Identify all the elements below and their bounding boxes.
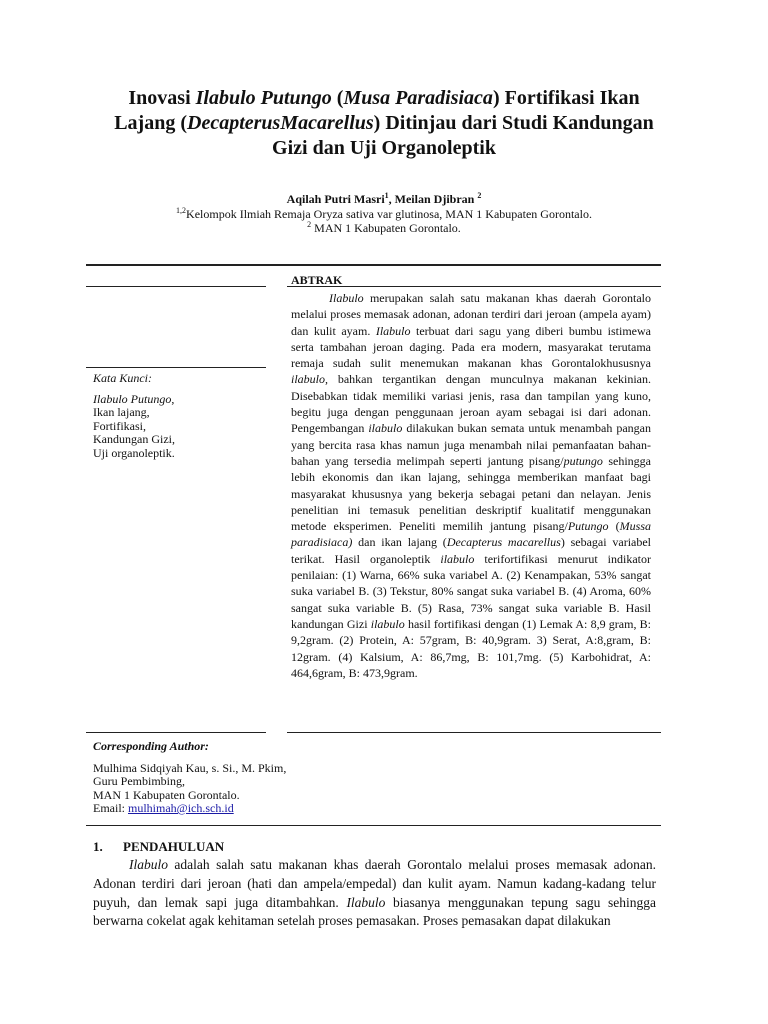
abstract-top-rule bbox=[287, 286, 661, 287]
corresponding-author-name: Mulhima Sidqiyah Kau, s. Si., M. Pkim, bbox=[93, 760, 287, 775]
abstract-text: Ilabulo merupakan salah satu makanan khas daerah Gorontalo melalui proses memasak adonan, adonan terdiri dari jeroan (ampela ayam) dan kulit ayam. Ilabulo terbuat dari sagu yang diberi bumbu istimewa serta tambahan jeroan daging. Pada era modern, masyarakat terutama remaja sudah sulit menemukan makanan khas Gorontalokhususnya ilabulo, bahkan tergantikan dengan munculnya makanan kekinian. Disebabkan tidak memiliki variasi jenis, rasa dan tampilan yang kuno, begitu juga dengan penggunaan jeroan ayam sebagai isi dari adonan. Pengembangan ilabulo dilakukan bukan semata untuk menambah pangan yang bercita rasa khas namun juga menambah nilai pemanfaatan bahan-bahan yang tersedia melimpah seperti jantung pisang/putungo sehingga lebih ekonomis dan ikan lajang, sehingga memberikan manfaat bagi masyarakat khususnya yang bekerja sebagai petani dan nelayan. Jenis penelitian ini temasuk penelitian deskriptif kualitatif menggunakan metode eksperimen. Peneliti memilih jantung pisang/Putungo (Mussa paradisiaca) dan ikan lajang (Decapterus macarellus) sebagai variabel terikat. Hasil organoleptik ilabulo terifortifikasi menurut indikator penilaian: (1) Warna, 66% suka variabel A. (2) Kenampakan, 53% sangat suka variabel B. (3) Tekstur, 80% sangat suka variabel B. (4) Aroma, 60% sangat suka variable B. (5) Rasa, 73% sangat suka variable B. Hasil kandungan Gizi ilabulo hasil fortifikasi dengan (1) Lemak A: 8,9 gram, B: 9,2gram. (2) Protein, A: 57gram, B: 40,9gram. 3) Serat, A:8,gram, B: 12gram. (4) Kalsium, A: 86,7mg, B: 101,7mg. (5) Karbohidrat, A: 464,6gram, B: 473,9gram. bbox=[291, 291, 652, 680]
email-link[interactable]: mulhimah@ich.sch.id bbox=[128, 801, 234, 815]
title-line-3: Gizi dan Uji Organoleptik bbox=[272, 137, 496, 159]
affiliation-1: $^{1,2}$Kelompok Ilmiah Remaja Oryza sativa var glutinosa, MAN 1 Kabupaten Gorontalo. bbox=[176, 206, 592, 221]
title-line-1: Inovasi Ilabulo Putungo (Musa Paradisiaca) Fortifikasi Ikan bbox=[128, 87, 640, 109]
keywords-rule bbox=[86, 367, 266, 368]
author-2: Meilan Djibran bbox=[394, 192, 478, 206]
keyword-item: Kandungan Gizi, bbox=[93, 432, 175, 446]
abstract-bottom-rule bbox=[287, 732, 661, 733]
abstract-heading: ABTRAK bbox=[291, 273, 343, 287]
keywords-title: Kata Kunci: bbox=[93, 371, 152, 385]
keywords-bottom-rule bbox=[86, 732, 266, 733]
corresponding-author-email-line: Email: mulhimah@ich.sch.id bbox=[93, 801, 234, 815]
intro-paragraph: Ilabulo adalah salah satu makanan khas daerah Gorontalo melalui proses memasak adonan. Adonan terdiri dari jeroan (hati dan ampela/empedal) dan kulit ayam. Namun kadang-kadang telur puyuh, dan lemak sapi juga ditambahkan. Ilabulo biasanya menggunakan tepung sagu sehingga berwarna cokelat agak kehitaman setelah proses pemasakan. Proses pemasakan dapat dilakukan bbox=[93, 857, 656, 929]
author-1: Aqilah Putri Masri bbox=[286, 192, 385, 206]
keyword-item: Ikan lajang, bbox=[93, 405, 150, 419]
corresponding-author-institution: MAN 1 Kabupaten Gorontalo. bbox=[93, 787, 240, 802]
paper-title bbox=[90, 86, 678, 161]
corresponding-author-block bbox=[93, 740, 286, 816]
section-divider bbox=[86, 825, 661, 826]
keyword-item: Ilabulo Putungo, bbox=[93, 391, 175, 406]
author-list: Aqilah Putri Masri$^1$, Meilan Djibran $^2$ bbox=[286, 191, 482, 206]
keyword-item: Fortifikasi, bbox=[93, 418, 146, 433]
keyword-item: Uji organoleptik. bbox=[93, 445, 175, 460]
keywords-block bbox=[93, 372, 263, 460]
affiliation-2: $^2$ MAN 1 Kabupaten Gorontalo. bbox=[307, 220, 461, 235]
corresponding-author-role: Guru Pembimbing, bbox=[93, 774, 185, 788]
keywords-top-rule bbox=[86, 286, 266, 287]
title-line-2: Lajang (DecapterusMacarellus) Ditinjau dari Studi Kandungan bbox=[114, 112, 654, 134]
corresponding-author-title: Corresponding Author: bbox=[93, 739, 209, 753]
top-divider bbox=[86, 264, 661, 266]
section-heading: 1. PENDAHULUAN bbox=[93, 839, 225, 854]
